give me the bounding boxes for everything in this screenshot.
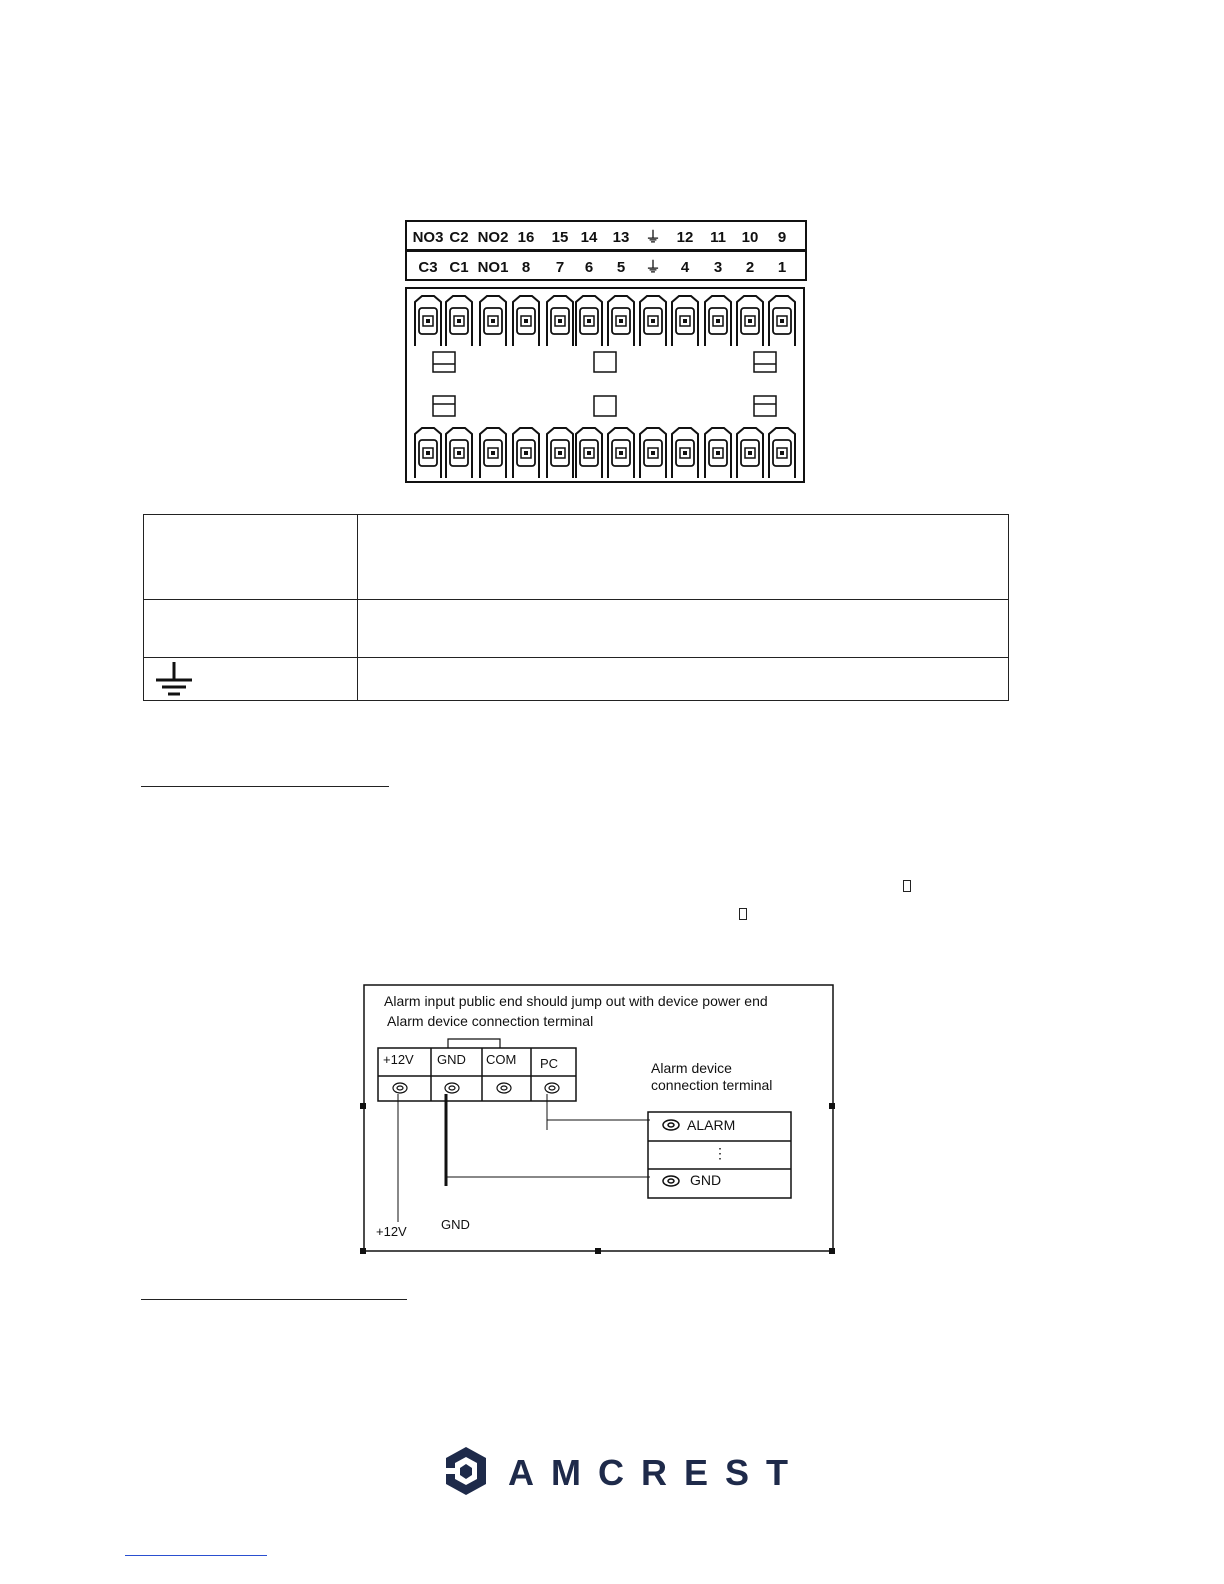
brand-wordmark: AMCREST	[508, 1452, 805, 1493]
terminal-label: C1	[449, 259, 469, 276]
missing-glyph-box	[739, 908, 747, 920]
ground-icon	[154, 662, 194, 700]
terminal-gnd-label: GND	[437, 1052, 466, 1067]
terminal-label: ⏚	[645, 229, 661, 246]
terminal-label: 9	[777, 229, 787, 246]
terminal-label: 13	[612, 229, 630, 246]
terminal-label: C3	[418, 259, 438, 276]
terminal-label: 16	[517, 229, 535, 246]
section-underline	[141, 1299, 407, 1300]
terminal-label: ⏚	[645, 259, 661, 276]
terminal-label: NO1	[477, 259, 509, 276]
section-underline	[141, 786, 389, 787]
terminal-label: 6	[584, 259, 594, 276]
terminal-label: 11	[710, 229, 726, 246]
footer-link-underline[interactable]	[125, 1555, 267, 1556]
terminal-label: 8	[521, 259, 531, 276]
terminal-label: 10	[741, 229, 759, 246]
terminal-label: 3	[713, 259, 723, 276]
table-row	[144, 515, 1009, 600]
terminal-legend-table	[143, 514, 1009, 701]
device-label-line2: connection terminal	[651, 1077, 773, 1093]
terminal-label: 15	[551, 229, 569, 246]
device-pin-alarm: ALARM	[687, 1117, 736, 1133]
terminal-label: 4	[680, 259, 690, 276]
terminal-label: C2	[449, 229, 469, 246]
terminal-label: 12	[676, 229, 694, 246]
bottom-12v-label: +12V	[376, 1224, 407, 1239]
bottom-gnd-label: GND	[441, 1217, 470, 1232]
terminal-pc-label: PC	[540, 1056, 559, 1071]
terminal-label: NO3	[412, 229, 444, 246]
wiring-title: Alarm input public end should jump out with device power end	[384, 993, 768, 1009]
table-row	[144, 658, 1009, 701]
amcrest-hexagon-icon	[446, 1447, 486, 1495]
table-row	[144, 600, 1009, 658]
terminal-12v-label: +12V	[383, 1052, 414, 1067]
terminal-label: 7	[555, 259, 565, 276]
terminal-label: 5	[616, 259, 626, 276]
wiring-subtitle: Alarm device connection terminal	[387, 1013, 594, 1029]
alarm-wiring-diagram	[360, 982, 836, 1256]
terminal-label: 14	[580, 229, 598, 246]
device-pin-gnd: GND	[690, 1172, 722, 1188]
device-label-line1: Alarm device	[651, 1060, 732, 1076]
device-pin-ellipsis: ⋮	[713, 1145, 727, 1161]
missing-glyph-box	[903, 880, 911, 892]
terminal-block-diagram	[404, 218, 808, 486]
amcrest-logo	[442, 1444, 805, 1500]
terminal-label: 2	[745, 259, 755, 276]
terminal-label: NO2	[477, 229, 509, 246]
terminal-label: 1	[777, 259, 787, 276]
terminal-com-label: COM	[486, 1052, 517, 1067]
